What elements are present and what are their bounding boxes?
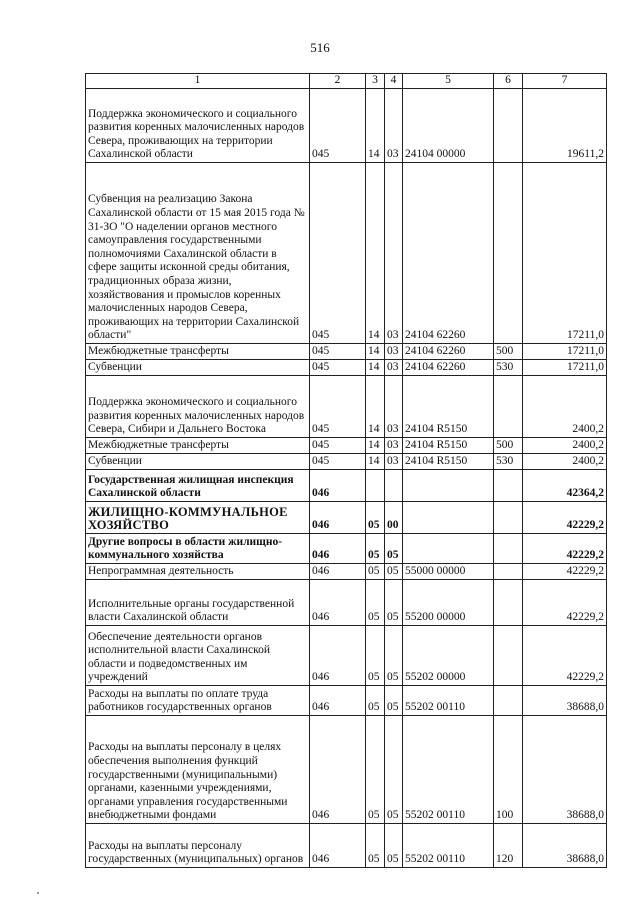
row-subsection-cell: 05 [385, 564, 403, 580]
table-row [86, 580, 607, 626]
row-code-cell: 046 [310, 502, 366, 534]
row-subsection-cell: 05 [385, 686, 403, 716]
row-code-cell: 046 [310, 470, 366, 502]
row-section-cell: 05 [366, 502, 385, 534]
row-code-cell: 045 [310, 360, 366, 376]
row-code-cell: 045 [310, 454, 366, 470]
table-row [86, 470, 607, 502]
row-section-cell: 05 [366, 580, 385, 626]
row-subsection-cell: 05 [385, 626, 403, 686]
table-row [86, 824, 607, 868]
header-cell-3: 3 [366, 74, 385, 89]
table-row [86, 438, 607, 454]
row-target-cell: 55202 00110 [403, 686, 494, 716]
row-target-cell: 24104 R5150 [403, 376, 494, 438]
row-code-cell: 046 [310, 580, 366, 626]
row-name-cell: Расходы на выплаты персоналу государственных (муниципальных) органов [86, 824, 310, 868]
row-amount-cell: 2400,2 [523, 376, 607, 438]
row-amount-cell: 42229,2 [523, 580, 607, 626]
table-row [86, 360, 607, 376]
row-target-cell: 55202 00110 [403, 716, 494, 824]
row-code-cell: 045 [310, 163, 366, 344]
row-target-cell [403, 470, 494, 502]
row-target-cell: 55202 00000 [403, 626, 494, 686]
header-cell-5: 5 [403, 74, 494, 89]
row-subsection-cell: 05 [385, 716, 403, 824]
header-cell-4: 4 [385, 74, 403, 89]
row-amount-cell: 42364,2 [523, 470, 607, 502]
table-row [86, 716, 607, 824]
row-expense-type-cell: 530 [494, 360, 523, 376]
header-cell-6: 6 [494, 74, 523, 89]
row-code-cell: 045 [310, 376, 366, 438]
row-expense-type-cell: 500 [494, 344, 523, 360]
row-target-cell: 24104 62260 [403, 163, 494, 344]
table-row [86, 502, 607, 534]
row-amount-cell: 2400,2 [523, 438, 607, 454]
row-name-cell: Непрограммная деятельность [86, 564, 310, 580]
row-section-cell: 14 [366, 438, 385, 454]
row-subsection-cell: 03 [385, 438, 403, 454]
row-name-cell: Расходы на выплаты персоналу в целях обеспечения выполнения функций государственными (муниципальными) органами, казенными учреждениями, органами управления государственными внебюджетными фондами [86, 716, 310, 824]
row-name-cell: Субвенция на реализацию Закона Сахалинской области от 15 мая 2015 года № 31-ЗО "О наделении органов местного самоуправления государственными полномочиями Сахалинской области в сфере защиты исконной среды обитания, традиционных образа жизни, хозяйствования и промыслов коренных малочисленных народов Севера, проживающих на территории Сахалинской области" [86, 163, 310, 344]
table-row [86, 344, 607, 360]
scan-speck [37, 892, 39, 894]
row-target-cell: 55202 00110 [403, 824, 494, 868]
row-target-cell: 55200 00000 [403, 580, 494, 626]
row-section-cell [366, 470, 385, 502]
row-expense-type-cell: 530 [494, 454, 523, 470]
row-section-cell: 05 [366, 534, 385, 564]
row-amount-cell: 42229,2 [523, 564, 607, 580]
row-target-cell: 24104 00000 [403, 89, 494, 163]
row-expense-type-cell [494, 564, 523, 580]
row-section-cell: 14 [366, 376, 385, 438]
row-amount-cell: 17211,0 [523, 163, 607, 344]
row-name-cell: Государственная жилищная инспекция Сахалинской области [86, 470, 310, 502]
row-code-cell: 046 [310, 686, 366, 716]
table-row [86, 626, 607, 686]
row-amount-cell: 42229,2 [523, 534, 607, 564]
row-section-cell: 14 [366, 360, 385, 376]
row-subsection-cell: 03 [385, 344, 403, 360]
table-row [86, 686, 607, 716]
row-subsection-cell: 05 [385, 824, 403, 868]
table-row [86, 564, 607, 580]
row-name-cell: Межбюджетные трансферты [86, 438, 310, 454]
row-subsection-cell: 03 [385, 360, 403, 376]
row-code-cell: 045 [310, 89, 366, 163]
row-name-cell: Другие вопросы в области жилищно-коммунального хозяйства [86, 534, 310, 564]
row-expense-type-cell [494, 163, 523, 344]
row-subsection-cell: 03 [385, 163, 403, 344]
row-name-cell: Обеспечение деятельности органов исполнительной власти Сахалинской области и подведомственных им учреждений [86, 626, 310, 686]
header-cell-1: 1 [86, 74, 310, 89]
row-subsection-cell: 03 [385, 454, 403, 470]
row-code-cell: 046 [310, 534, 366, 564]
row-target-cell: 24104 62260 [403, 360, 494, 376]
row-code-cell: 045 [310, 438, 366, 454]
row-section-cell: 05 [366, 716, 385, 824]
row-code-cell: 046 [310, 716, 366, 824]
row-target-cell [403, 534, 494, 564]
row-expense-type-cell [494, 580, 523, 626]
row-amount-cell: 38688,0 [523, 716, 607, 824]
row-name-cell: ЖИЛИЩНО-КОММУНАЛЬНОЕ ХОЗЯЙСТВО [86, 502, 310, 534]
row-expense-type-cell [494, 89, 523, 163]
row-target-cell [403, 502, 494, 534]
row-section-cell: 05 [366, 626, 385, 686]
row-name-cell: Субвенции [86, 360, 310, 376]
row-section-cell: 14 [366, 454, 385, 470]
row-amount-cell: 42229,2 [523, 502, 607, 534]
row-section-cell: 14 [366, 344, 385, 360]
row-expense-type-cell [494, 376, 523, 438]
row-code-cell: 045 [310, 344, 366, 360]
row-expense-type-cell: 120 [494, 824, 523, 868]
row-target-cell: 24104 R5150 [403, 454, 494, 470]
row-subsection-cell: 00 [385, 502, 403, 534]
row-amount-cell: 17211,0 [523, 344, 607, 360]
row-name-cell: Межбюджетные трансферты [86, 344, 310, 360]
table-row [86, 454, 607, 470]
row-name-cell: Поддержка экономического и социального развития коренных малочисленных народов Севера, Сибири и Дальнего Востока [86, 376, 310, 438]
row-amount-cell: 38688,0 [523, 824, 607, 868]
table-row [86, 534, 607, 564]
row-expense-type-cell [494, 534, 523, 564]
row-section-cell: 14 [366, 89, 385, 163]
row-subsection-cell: 05 [385, 580, 403, 626]
header-cell-7: 7 [523, 74, 607, 89]
row-section-cell: 05 [366, 686, 385, 716]
row-name-cell: Поддержка экономического и социального развития коренных малочисленных народов Севера, проживающих на территории Сахалинской области [86, 89, 310, 163]
table-row [86, 376, 607, 438]
row-section-cell: 14 [366, 163, 385, 344]
row-code-cell: 046 [310, 564, 366, 580]
row-expense-type-cell [494, 686, 523, 716]
budget-table [85, 73, 607, 868]
row-code-cell: 046 [310, 626, 366, 686]
row-subsection-cell: 03 [385, 376, 403, 438]
row-name-cell: Расходы на выплаты по оплате труда работников государственных органов [86, 686, 310, 716]
row-section-cell: 05 [366, 824, 385, 868]
row-expense-type-cell: 500 [494, 438, 523, 454]
row-expense-type-cell [494, 470, 523, 502]
row-subsection-cell: 03 [385, 89, 403, 163]
row-name-cell: Субвенции [86, 454, 310, 470]
row-amount-cell: 42229,2 [523, 626, 607, 686]
row-target-cell: 24104 R5150 [403, 438, 494, 454]
row-target-cell: 24104 62260 [403, 344, 494, 360]
row-section-cell: 05 [366, 564, 385, 580]
row-subsection-cell [385, 470, 403, 502]
table-header-row [86, 74, 607, 89]
row-amount-cell: 17211,0 [523, 360, 607, 376]
table-row [86, 163, 607, 344]
row-expense-type-cell: 100 [494, 716, 523, 824]
row-name-cell: Исполнительные органы государственной власти Сахалинской области [86, 580, 310, 626]
row-subsection-cell: 05 [385, 534, 403, 564]
row-amount-cell: 2400,2 [523, 454, 607, 470]
row-expense-type-cell [494, 626, 523, 686]
row-amount-cell: 38688,0 [523, 686, 607, 716]
row-amount-cell: 19611,2 [523, 89, 607, 163]
table-row [86, 89, 607, 163]
row-target-cell: 55000 00000 [403, 564, 494, 580]
row-code-cell: 046 [310, 824, 366, 868]
row-expense-type-cell [494, 502, 523, 534]
header-cell-2: 2 [310, 74, 366, 89]
page-number: 516 [310, 40, 330, 55]
